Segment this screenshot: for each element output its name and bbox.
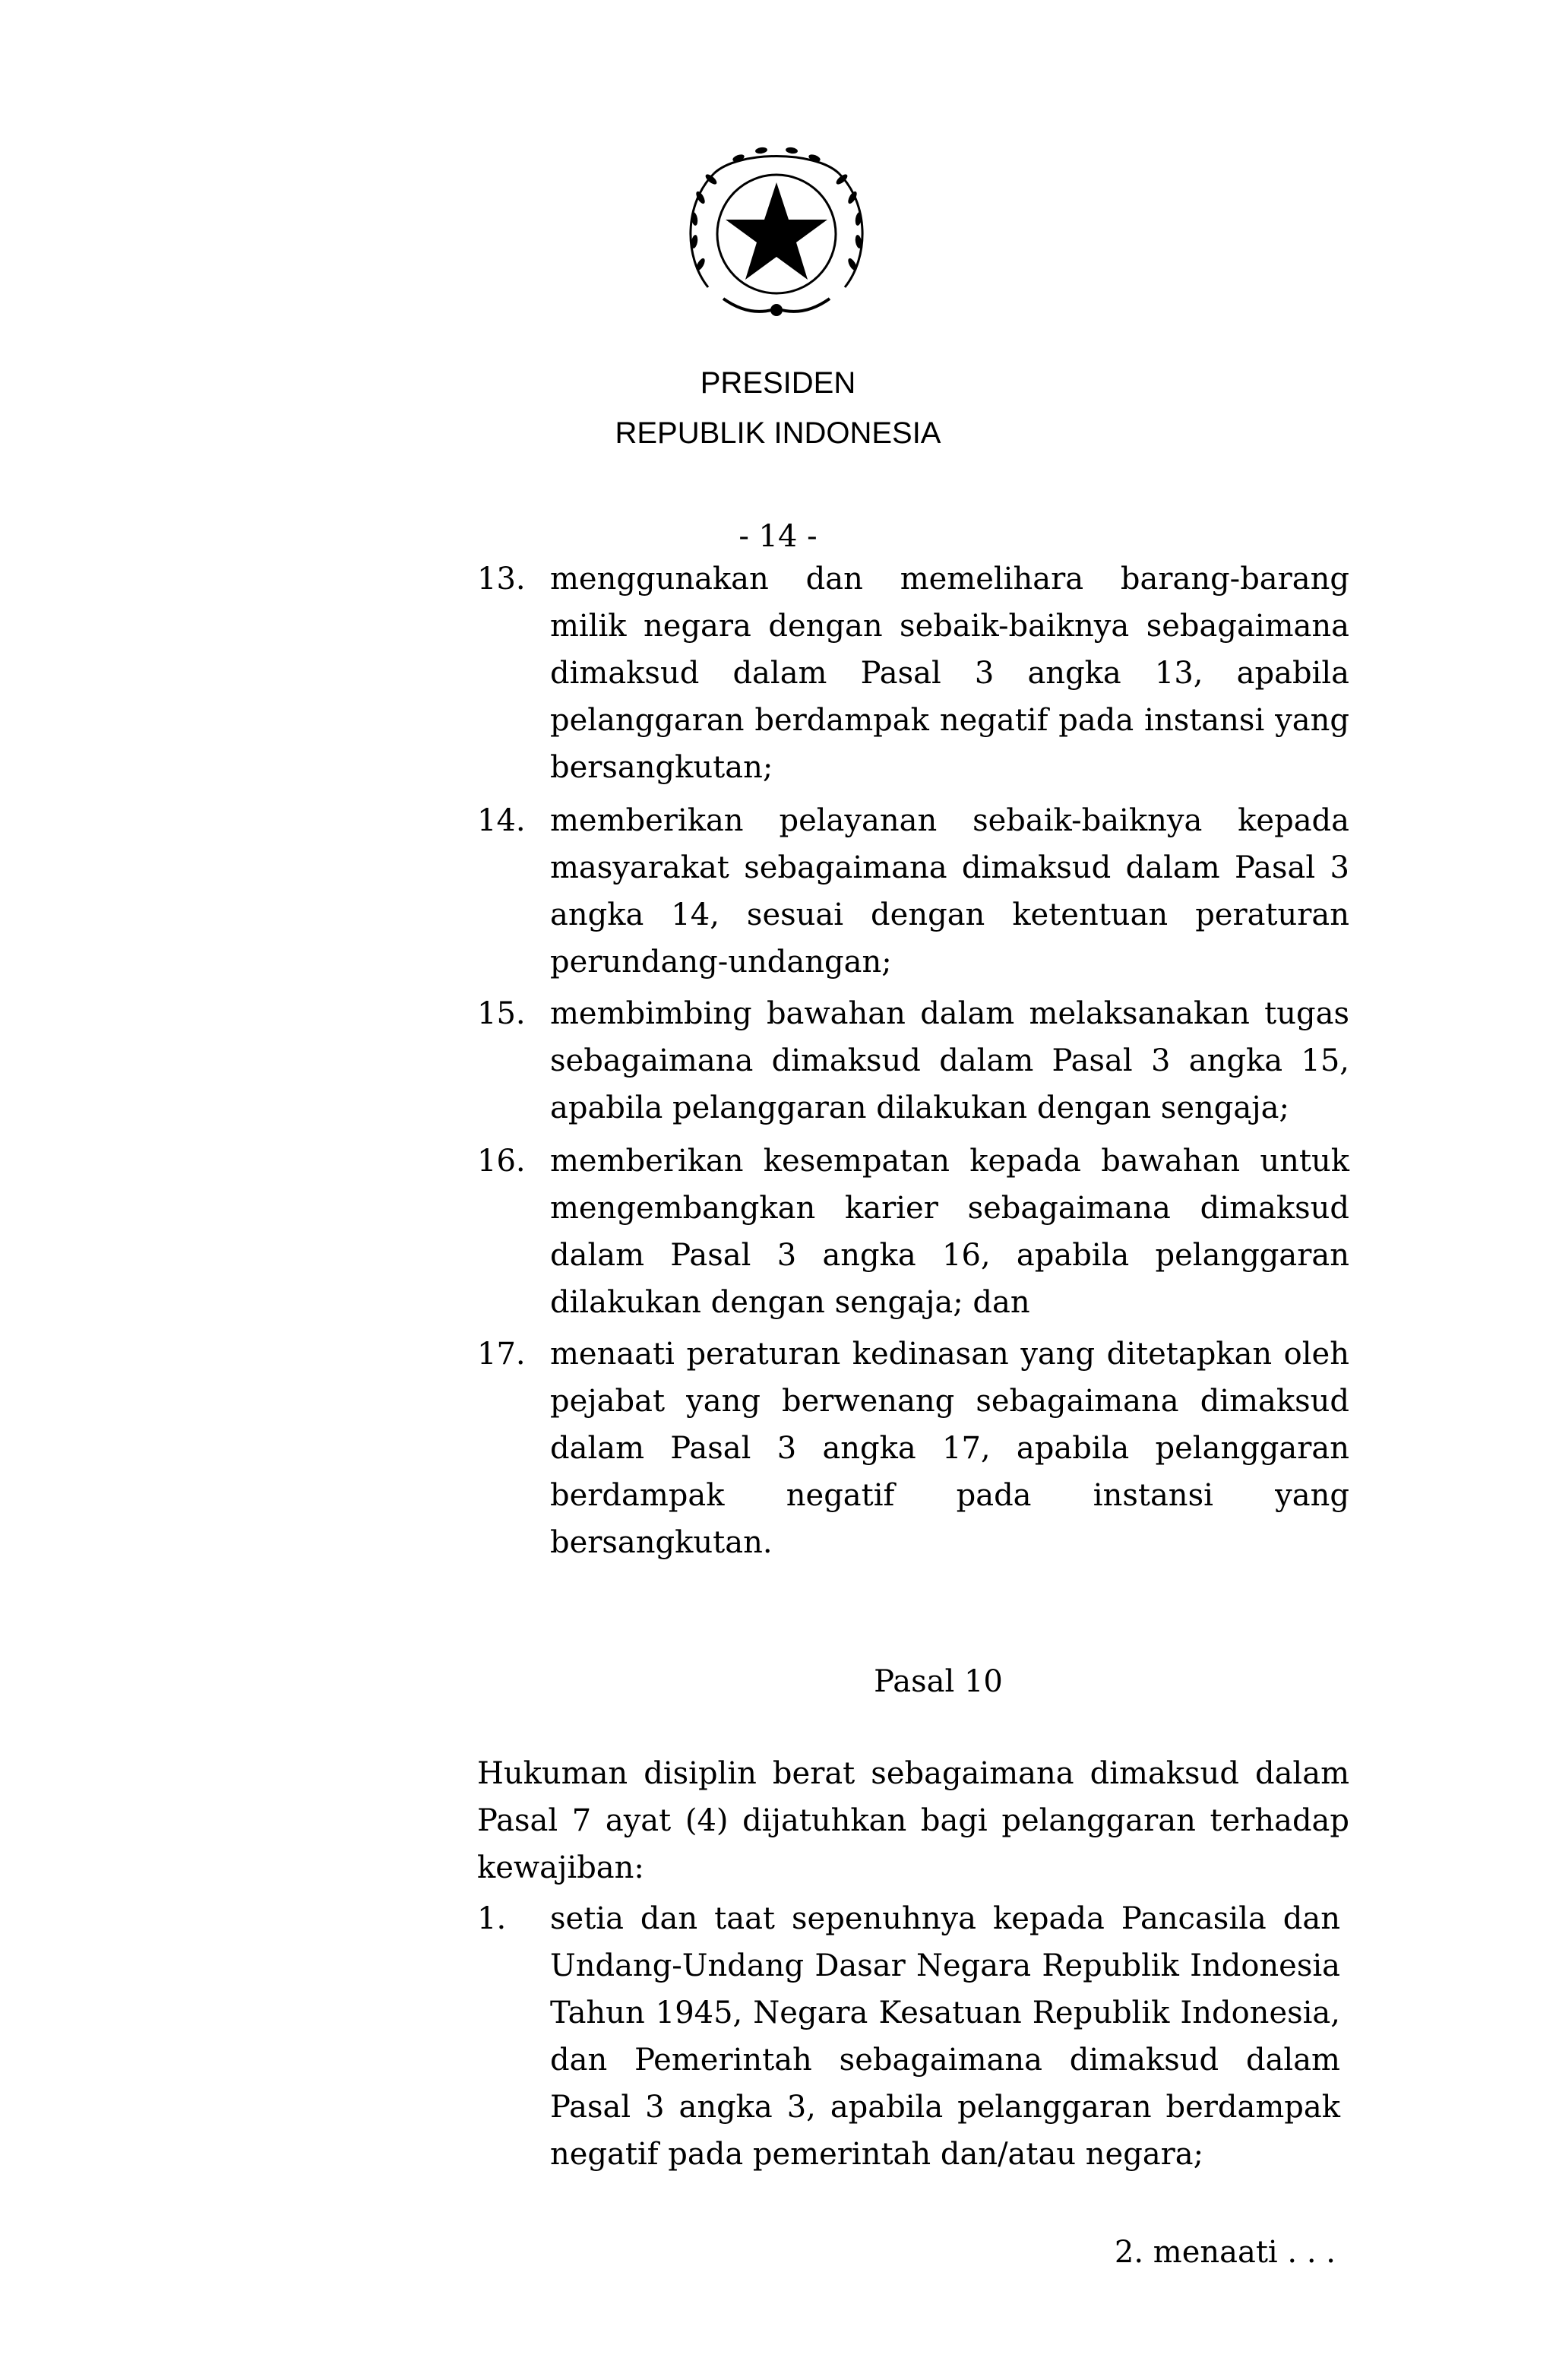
article-heading: Pasal 10	[874, 1664, 1003, 1699]
list-item-text: memberikan kesempatan kepada bawahan untuk mengembangkan karier sebagaimana dimaksud dalam Pasal 3 angka 16, apabila pelanggaran dilakukan dengan sengaja; dan	[550, 1144, 1349, 1320]
list-item-number: 1.	[477, 1901, 507, 1936]
list-item-number: 13.	[477, 562, 526, 597]
list-item-number: 15.	[477, 996, 526, 1031]
header-title-presiden: PRESIDEN	[700, 366, 856, 400]
list-item-number: 14.	[477, 803, 526, 838]
list-item-text: memberikan pelayanan sebaik-baiknya kepada masyarakat sebagaimana dimaksud dalam Pasal 3 angka 14, sesuai dengan ketentuan peraturan perundang-undangan;	[550, 803, 1349, 980]
article-intro-paragraph: Hukuman disiplin berat sebagaimana dimaksud dalam Pasal 7 ayat (4) dijatuhkan bagi pelanggaran terhadap kewajiban:	[477, 1756, 1349, 1885]
list-item-text: setia dan taat sepenuhnya kepada Pancasila dan Undang-Undang Dasar Negara Republik Indonesia Tahun 1945, Negara Kesatuan Republik Indonesia, dan Pemerintah sebagaimana dimaksud dalam Pasal 3 angka 3, apabila pelanggaran berdampak negatif pada pemerintah dan/atau negara;	[550, 1901, 1340, 2172]
page-catchword: 2. menaati . . .	[1114, 2235, 1336, 2270]
list-item-text: membimbing bawahan dalam melaksanakan tugas sebagaimana dimaksud dalam Pasal 3 angka 15, apabila pelanggaran dilakukan dengan sengaja;	[550, 996, 1349, 1125]
header-title-republik: REPUBLIK INDONESIA	[615, 416, 941, 450]
list-item-number: 16.	[477, 1144, 526, 1179]
list-item-text: menaati peraturan kedinasan yang ditetapkan oleh pejabat yang berwenang sebagaimana dimaksud dalam Pasal 3 angka 17, apabila pelanggaran berdampak negatif pada instansi yang bersangkutan.	[550, 1337, 1349, 1560]
list-item-number: 17.	[477, 1337, 526, 1372]
garuda-star-seal-icon	[678, 135, 875, 333]
list-item-text: menggunakan dan memelihara barang-barang milik negara dengan sebaik-baiknya sebagaimana dimaksud dalam Pasal 3 angka 13, apabila pelanggaran berdampak negatif pada instansi yang bersangkutan;	[550, 562, 1349, 785]
page-number: - 14 -	[738, 519, 818, 554]
